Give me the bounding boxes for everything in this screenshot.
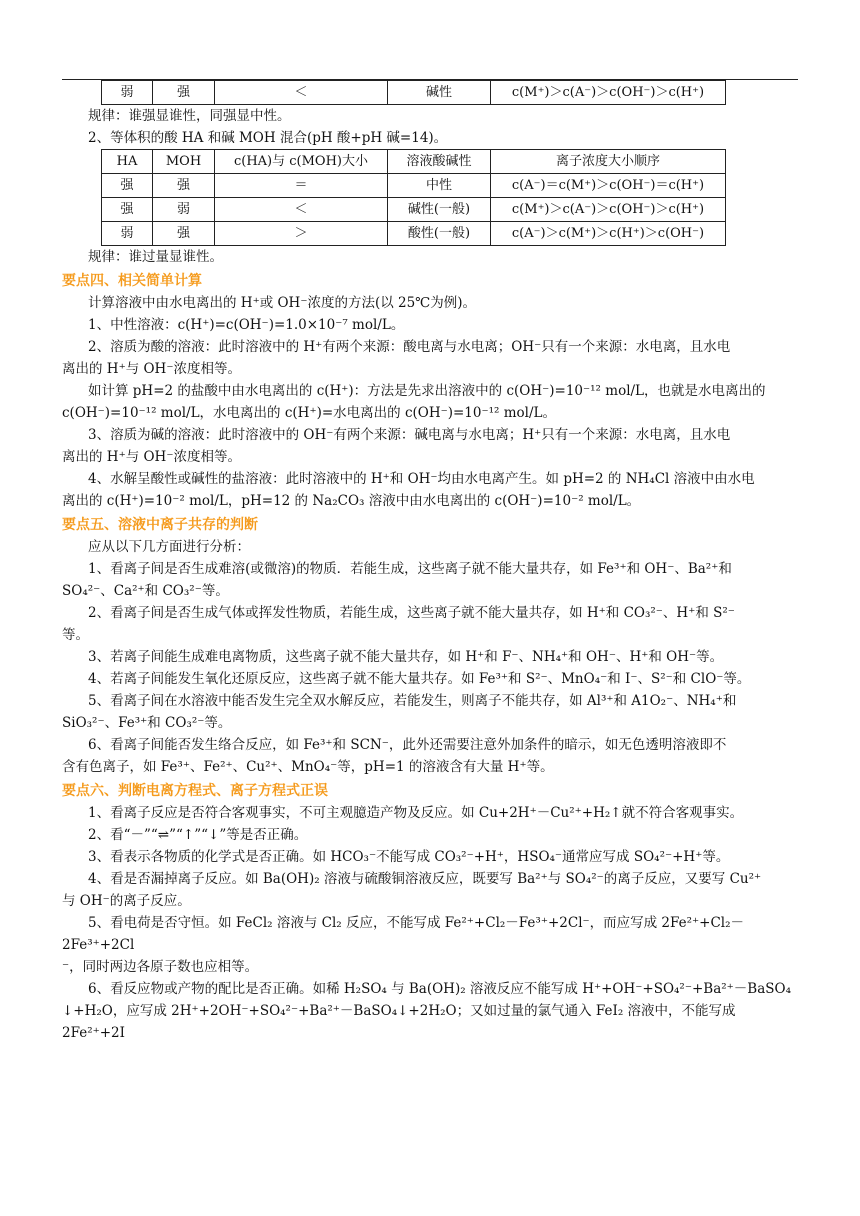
table-cell: 中性	[388, 174, 491, 198]
table-cell: ＝	[215, 174, 388, 198]
paragraph: 离出的 H⁺与 OH⁻浓度相等。	[62, 449, 241, 465]
paragraph: 与 OH⁻的离子反应。	[62, 893, 191, 909]
paragraph: 1、看离子间是否生成难溶(或微溶)的物质．若能生成，这些离子就不能大量共存，如 Fe³⁺和 OH⁻、Ba²⁺和	[88, 561, 732, 577]
paragraph: 3、溶质为碱的溶液：此时溶液中的 OH⁻有两个来源：碱电离与水电离；H⁺只有一个来源：水电离，且水电	[88, 427, 731, 443]
table-cell: ＜	[215, 81, 388, 105]
paragraph: 1、看离子反应是否符合客观事实，不可主观臆造产物及反应。如 Cu+2H⁺－Cu²⁺+H₂↑就不符合客观事实。	[88, 805, 744, 821]
paragraph: 4、水解呈酸性或碱性的盐溶液：此时溶液中的 H⁺和 OH⁻均由水电离产生。如 pH=2 的 NH₄Cl 溶液中由水电	[88, 471, 755, 487]
document-body	[62, 80, 800, 1044]
paragraph: 5、看电荷是否守恒。如 FeCl₂ 溶液与 Cl₂ 反应，不能写成 Fe²⁺+Cl₂－Fe³⁺+2Cl⁻，而应写成 2Fe²⁺+Cl₂－2Fe³⁺+2Cl	[62, 915, 745, 953]
paragraph: 4、看是否漏掉离子反应。如 Ba(OH)₂ 溶液与硫酸铜溶液反应，既要写 Ba²⁺与 SO₄²⁻的离子反应，又要写 Cu²⁺	[88, 871, 762, 887]
paragraph: 2、溶质为酸的溶液：此时溶液中的 H⁺有两个来源：酸电离与水电离；OH⁻只有一个来源：水电离，且水电	[88, 339, 731, 355]
paragraph: 含有色离子，如 Fe³⁺、Fe²⁺、Cu²⁺、MnO₄⁻等，pH=1 的溶液含有大量 H⁺等。	[62, 759, 554, 775]
table-cell: c(A⁻)＞c(M⁺)＞c(H⁺)＞c(OH⁻)	[491, 222, 726, 246]
table-row	[102, 222, 726, 246]
mixing-table	[101, 149, 726, 246]
paragraph: SO₄²⁻、Ca²⁺和 CO₃²⁻等。	[62, 583, 229, 599]
table-cell: 酸性(一般)	[388, 222, 491, 246]
item-title: 2、等体积的酸 HA 和碱 MOH 混合(pH 酸+pH 碱=14)。	[88, 130, 448, 146]
paragraph: 3、若离子间能生成难电离物质，这些离子就不能大量共存，如 H⁺和 F⁻、NH₄⁺和 OH⁻、H⁺和 OH⁻等。	[88, 649, 724, 665]
table-row	[102, 198, 726, 222]
table-partial	[101, 80, 726, 105]
paragraph: 计算溶液中由水电离出的 H⁺或 OH⁻浓度的方法(以 25℃为例)。	[88, 295, 477, 311]
section-heading: 要点四、相关简单计算	[62, 273, 202, 289]
rule-text: 规律：谁过量显谁性。	[88, 249, 223, 265]
paragraph: 离出的 H⁺与 OH⁻浓度相等。	[62, 361, 241, 377]
table-row	[102, 174, 726, 198]
table-cell: 弱	[102, 222, 153, 246]
table-header: HA	[102, 150, 153, 174]
table-cell: 强	[153, 81, 215, 105]
paragraph: 离出的 c(H⁺)=10⁻² mol/L，pH=12 的 Na₂CO₃ 溶液中由水电离出的 c(OH⁻)=10⁻² mol/L。	[62, 493, 641, 509]
paragraph: 5、看离子间在水溶液中能否发生完全双水解反应，若能发生，则离子不能共存，如 Al³⁺和 A1O₂⁻、NH₄⁺和	[88, 693, 737, 709]
paragraph: ↓+H₂O，应写成 2H⁺+2OH⁻+SO₄²⁻+Ba²⁺－BaSO₄↓+2H₂O；又如过量的氯气通入 FeI₂ 溶液中，不能写成 2Fe²⁺+2I	[62, 1003, 736, 1041]
paragraph: SiO₃²⁻、Fe³⁺和 CO₃²⁻等。	[62, 715, 232, 731]
paragraph: 4、若离子间能发生氧化还原反应，这些离子就不能大量共存。如 Fe³⁺和 S²⁻、MnO₄⁻和 I⁻、S²⁻和 ClO⁻等。	[88, 671, 751, 687]
section-heading: 要点六、判断电离方程式、离子方程式正误	[62, 783, 328, 799]
table-cell: ＞	[215, 222, 388, 246]
section-heading: 要点五、溶液中离子共存的判断	[62, 517, 258, 533]
paragraph: 1、中性溶液：c(H⁺)=c(OH⁻)=1.0×10⁻⁷ mol/L。	[88, 317, 405, 333]
table-cell: 弱	[102, 81, 153, 105]
rule-text: 规律：谁强显谁性，同强显中性。	[88, 108, 291, 124]
table-cell: c(A⁻)＝c(M⁺)＞c(OH⁻)＝c(H⁺)	[491, 174, 726, 198]
paragraph: 6、看反应物或产物的配比是否正确。如稀 H₂SO₄ 与 Ba(OH)₂ 溶液反应不能写成 H⁺+OH⁻+SO₄²⁻+Ba²⁺－BaSO₄	[88, 981, 791, 997]
table-header: 溶液酸碱性	[388, 150, 491, 174]
table-cell: 强	[153, 174, 215, 198]
table-cell: 碱性(一般)	[388, 198, 491, 222]
paragraph: 如计算 pH=2 的盐酸中由水电离出的 c(H⁺)：方法是先求出溶液中的 c(OH⁻)=10⁻¹² mol/L，也就是水电离出的	[88, 383, 766, 399]
table-cell: c(M⁺)＞c(A⁻)＞c(OH⁻)＞c(H⁺)	[491, 198, 726, 222]
paragraph: 2、看离子间是否生成气体或挥发性物质，若能生成，这些离子就不能大量共存，如 H⁺和 CO₃²⁻、H⁺和 S²⁻	[88, 605, 735, 621]
paragraph: ⁻，同时两边各原子数也应相等。	[62, 959, 259, 975]
table-cell: 强	[102, 174, 153, 198]
table-cell: ＜	[215, 198, 388, 222]
paragraph: 6、看离子间能否发生络合反应，如 Fe³⁺和 SCN⁻，此外还需要注意外加条件的暗示，如无色透明溶液即不	[88, 737, 727, 753]
paragraph: 等。	[62, 627, 89, 643]
paragraph: 2、看“－”“⇌”“↑”“↓”等是否正确。	[88, 827, 308, 843]
paragraph: 3、看表示各物质的化学式是否正确。如 HCO₃⁻不能写成 CO₃²⁻+H⁺，HSO₄⁻通常应写成 SO₄²⁻+H⁺等。	[88, 849, 730, 865]
table-cell: 弱	[153, 198, 215, 222]
paragraph: 应从以下几方面进行分析：	[88, 539, 250, 555]
table-header: c(HA)与 c(MOH)大小	[215, 150, 388, 174]
table-row	[102, 81, 726, 105]
table-header: 离子浓度大小顺序	[491, 150, 726, 174]
table-header-row	[102, 150, 726, 174]
table-cell: 碱性	[388, 81, 491, 105]
paragraph: c(OH⁻)=10⁻¹² mol/L，水电离出的 c(H⁺)=水电离出的 c(OH⁻)=10⁻¹² mol/L。	[62, 405, 556, 421]
table-cell: 强	[153, 222, 215, 246]
table-header: MOH	[153, 150, 215, 174]
table-cell: c(M⁺)＞c(A⁻)＞c(OH⁻)＞c(H⁺)	[491, 81, 726, 105]
table-cell: 强	[102, 198, 153, 222]
